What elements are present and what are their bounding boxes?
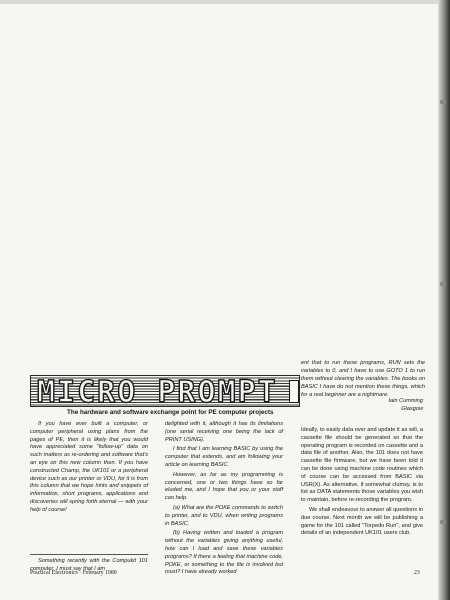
footer-separator: ·	[79, 570, 83, 576]
letter-start-paragraph: Something recently with the Compukit 101 computer. I must say that I am	[30, 558, 148, 572]
letter-continuation-text: ent that to run these programs, RUN sets the variables to 0, and I have to use GOTO 1 to run them without clearing the variables. The books on BASIC I have do not mention these things, which for a real beginner are a nightmare.	[301, 360, 425, 398]
column-divider	[30, 554, 148, 555]
letter-paragraph: I find that I am learning BASIC by using the computer that extends, and am following your article on learning BASIC.	[165, 446, 283, 468]
letter-paragraph: (b) Having written and loaded a program without the variables giving anything useful, how can I load and save these variables programs? If there a feeling that machine code, POKE, or something to the file is involved but must? I have already worked	[165, 530, 283, 576]
letter-continuation	[301, 360, 425, 400]
intro-paragraph: If you have ever built a computer, or computer peripheral using plans from the pages of PE, then it is likely that you would have appreciated some "follow-up" data on such matters as re-ordering and software that's an eye on this new column then. If you have constructed Champ, the UK101 or a peripheral device such as our printer or VDU, for it is from this column that we hope hints and snippets of information, short programs, applications and discoveries will spring forth eternal — with your help of course!	[30, 421, 148, 513]
letter-paragraph: However, as far as my programming is concerned, one or two things have so far eluded me, and I hope that you or your staff can help.	[165, 471, 283, 502]
column-banner	[30, 375, 300, 407]
binding-edge	[438, 0, 450, 600]
intro-column	[30, 421, 148, 517]
reply-paragraph: Ideally, to easily data over and update it as will, a cassette file should be generated so that the operating program is recorded on cassette and a data file of another. Also, the 101 does not have cassette file firmware, but we have been told it can be done using machine code routines which of course can be accessed from BASIC via USR(X). As alternative, if somewhat clumsy, is to list as DATA statements those variables you wish to maintain, before re-recording the program.	[301, 427, 423, 504]
binding-staple	[440, 100, 446, 104]
letter-paragraph: (a) What are the POKE commands to switch to printer, and to VDU, when writing programs in BASIC.	[165, 504, 283, 527]
issue-date: February 1980	[82, 570, 117, 576]
letter-signature-name: Iain Cumming	[388, 398, 423, 404]
binding-staple	[440, 282, 446, 286]
cursor-block-icon	[289, 380, 299, 403]
page-number: 23	[414, 570, 420, 576]
letter-signature-place: Glasgow	[401, 406, 423, 412]
letter-middle-column	[165, 421, 283, 579]
letter-paragraph: delighted with it, although it has its limitations (one serial receiving one being the lack of PRINT USING).	[165, 421, 283, 443]
reply-paragraph: We shall endeavour to answer all questions in due course. Next month we will be publishing a game for the 101 called "Torpedo Run", and give details of an independent UK101 users club.	[301, 506, 423, 537]
page-footer	[30, 570, 117, 577]
page-top-edge	[0, 0, 450, 4]
publication-name: Practical Electronics	[30, 570, 78, 576]
column-subtitle: The hardware and software exchange point for PE computer projects	[67, 409, 274, 416]
banner-title: MICRO PROMPT	[37, 375, 278, 407]
binding-staple	[440, 520, 446, 524]
reply-column	[301, 427, 423, 540]
